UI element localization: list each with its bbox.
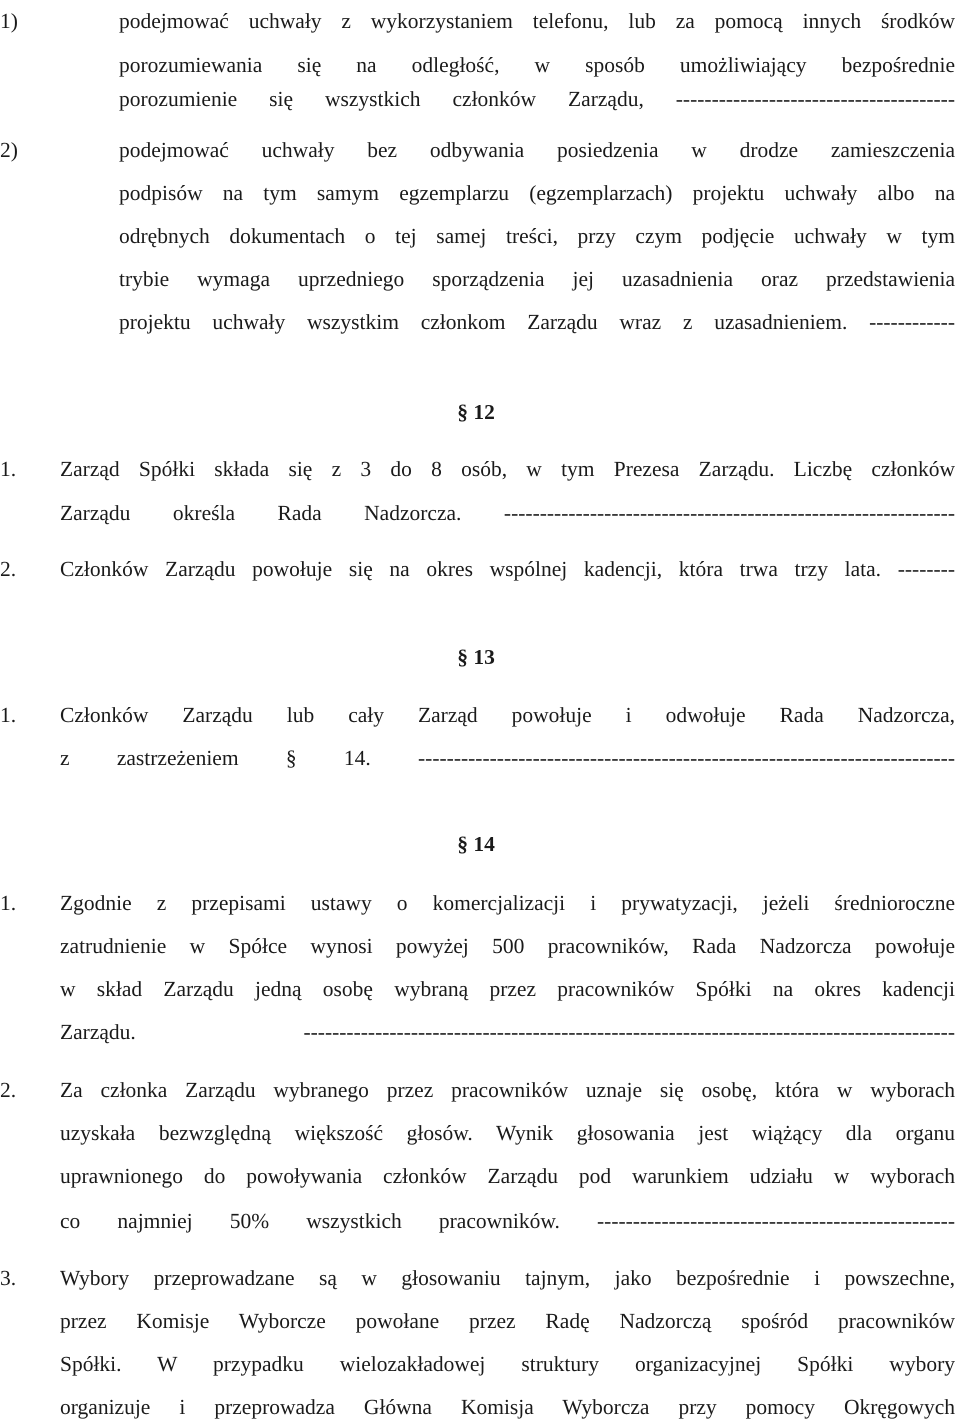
text-line <box>0 1073 960 1107</box>
line-text: podejmować uchwały z wykorzystaniem telefonu, lub za pomocą innych środków <box>119 9 955 33</box>
section-heading-text: § 14 <box>457 832 495 856</box>
text-line <box>0 552 960 586</box>
item-number: 1) <box>0 9 18 33</box>
text-line <box>0 1261 960 1295</box>
text-line <box>0 496 960 530</box>
line-text: Spółki. W przypadku wielozakładowej struktury organizacyjnej Spółki wybory <box>60 1352 955 1376</box>
line-text: odrębnych dokumentach o tej samej treści, przy czym podjęcie uchwały w tym <box>119 224 955 248</box>
item-number: 1. <box>0 457 17 481</box>
section-heading-text: § 12 <box>457 400 495 424</box>
line-text: uzyskała bezwzględną większość głosów. Wynik głosowania jest wiążący dla organu <box>60 1121 955 1145</box>
line-text: Zgodnie z przepisami ustawy o komercjalizacji i prywatyzacji, jeżeli średnioroczne <box>60 891 955 915</box>
line-text: co najmniej 50% wszystkich pracowników. -------------------------------------------------- <box>60 1209 955 1233</box>
text-line <box>0 1390 960 1424</box>
item-number: 2. <box>0 1078 17 1102</box>
text-line <box>0 452 960 486</box>
line-text: podejmować uchwały bez odbywania posiedzenia w drodze zamieszczenia <box>119 138 955 162</box>
section-heading <box>0 640 960 674</box>
line-text: porozumiewania się na odległość, w sposób umożliwiający bezpośrednie <box>119 53 955 77</box>
text-line <box>0 1304 960 1338</box>
line-text: w skład Zarządu jedną osobę wybraną przez pracowników Spółki na okres kadencji <box>60 977 955 1001</box>
text-line <box>0 972 960 1006</box>
line-text: Zarządu. ------------------------------------------------------------------------------------------- <box>60 1020 955 1044</box>
line-text: Członków Zarządu lub cały Zarząd powołuje i odwołuje Rada Nadzorcza, <box>60 703 955 727</box>
line-text: Członków Zarządu powołuje się na okres wspólnej kadencji, która trwa trzy lata. -------- <box>60 557 955 581</box>
line-text: Wybory przeprowadzane są w głosowaniu tajnym, jako bezpośrednie i powszechne, <box>60 1266 955 1290</box>
section-heading <box>0 827 960 861</box>
text-line <box>0 698 960 732</box>
line-text: zatrudnienie w Spółce wynosi powyżej 500 pracowników, Rada Nadzorcza powołuje <box>60 934 955 958</box>
line-text: trybie wymaga uprzedniego sporządzenia jej uzasadnienia oraz przedstawienia <box>119 267 955 291</box>
line-text: Zarząd Spółki składa się z 3 do 8 osób, w tym Prezesa Zarządu. Liczbę członków <box>60 457 955 481</box>
line-text: przez Komisje Wyborcze powołane przez Radę Nadzorczą spośród pracowników <box>60 1309 955 1333</box>
text-line <box>0 305 960 339</box>
section-heading-text: § 13 <box>457 645 495 669</box>
text-line <box>0 1015 960 1049</box>
text-line <box>0 929 960 963</box>
text-line <box>0 1347 960 1381</box>
item-number: 3. <box>0 1266 17 1290</box>
line-text: Za członka Zarządu wybranego przez pracowników uznaje się osobę, która w wyborach <box>60 1078 955 1102</box>
line-text: porozumienie się wszystkich członków Zarządu, --------------------------------------- <box>119 87 955 111</box>
text-line <box>0 48 960 82</box>
line-text: organizuje i przeprowadza Główna Komisja Wyborcza przy pomocy Okręgowych <box>60 1395 955 1419</box>
item-number: 2. <box>0 557 17 581</box>
text-line <box>0 741 960 775</box>
text-line <box>0 219 960 253</box>
line-text: z zastrzeżeniem § 14. --------------------------------------------------------------------------- <box>60 746 955 770</box>
text-line <box>0 1116 960 1150</box>
text-line <box>0 82 960 116</box>
text-line <box>0 1159 960 1193</box>
text-line <box>0 262 960 296</box>
text-line <box>0 1204 960 1238</box>
text-line <box>0 133 960 167</box>
section-heading <box>0 395 960 429</box>
item-number: 2) <box>0 138 18 162</box>
text-line <box>0 176 960 210</box>
text-line <box>0 4 960 38</box>
text-line <box>0 886 960 920</box>
line-text: uprawnionego do powoływania członków Zarządu pod warunkiem udziału w wyborach <box>60 1164 955 1188</box>
line-text: podpisów na tym samym egzemplarzu (egzemplarzach) projektu uchwały albo na <box>119 181 955 205</box>
item-number: 1. <box>0 891 17 915</box>
line-text: Zarządu określa Rada Nadzorcza. --------------------------------------------------------------- <box>60 501 955 525</box>
line-text: projektu uchwały wszystkim członkom Zarządu wraz z uzasadnieniem. ------------ <box>119 310 955 334</box>
item-number: 1. <box>0 703 17 727</box>
